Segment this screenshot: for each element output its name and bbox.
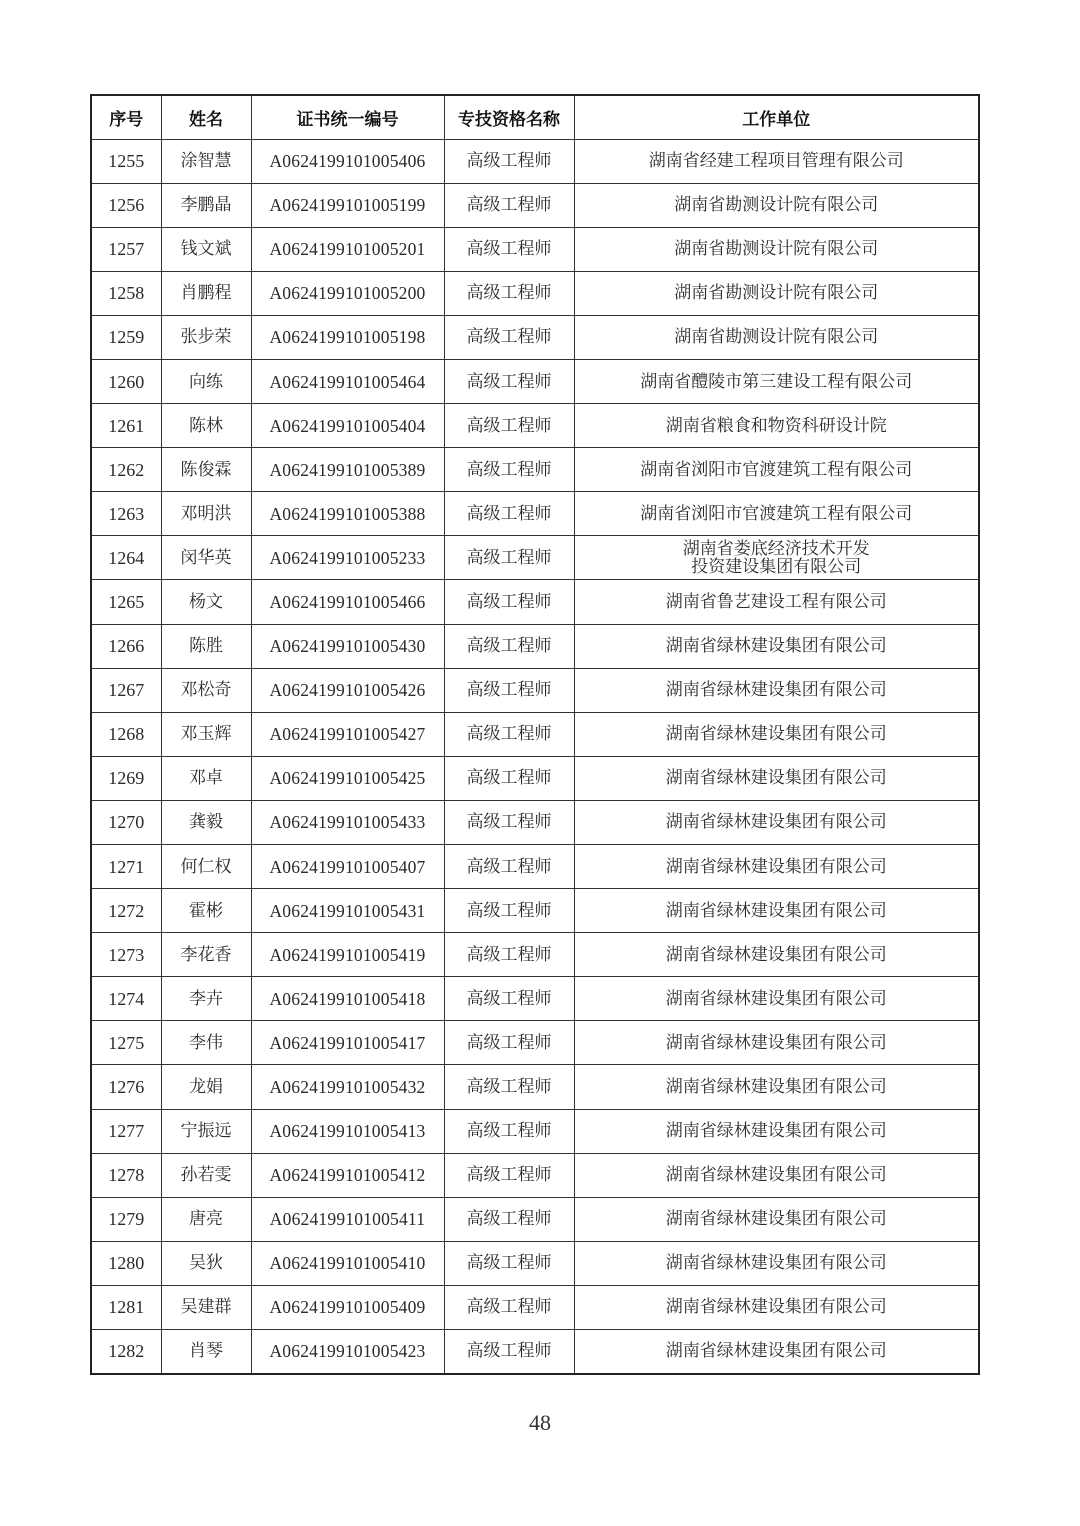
table-row — [91, 933, 979, 977]
cell-seq: 1281 — [91, 1285, 161, 1329]
cell-qual: 高级工程师 — [444, 404, 574, 448]
unit-line: 湖南省绿林建设集团有限公司 — [665, 1341, 887, 1362]
header-cert: 证书统一编号 — [251, 95, 444, 139]
table-row — [91, 977, 979, 1021]
cell-name: 邓玉辉 — [161, 712, 251, 756]
cell-unit — [574, 845, 979, 889]
cell-qual: 高级工程师 — [444, 712, 574, 756]
cell-name: 张步荣 — [161, 315, 251, 359]
table-row — [91, 1065, 979, 1109]
unit-line: 湖南省绿林建设集团有限公司 — [665, 1165, 887, 1186]
cell-qual: 高级工程师 — [444, 668, 574, 712]
cell-cert: A0624199101005427 — [251, 712, 444, 756]
table-row — [91, 889, 979, 933]
unit-line: 湖南省粮食和物资科研设计院 — [665, 415, 887, 436]
cell-qual: 高级工程师 — [444, 1330, 574, 1374]
table-row — [91, 845, 979, 889]
cell-unit — [574, 1109, 979, 1153]
cell-cert: A0624199101005407 — [251, 845, 444, 889]
table-row — [91, 1241, 979, 1285]
cell-cert: A0624199101005411 — [251, 1197, 444, 1241]
table-row — [91, 1153, 979, 1197]
cell-name: 李卉 — [161, 977, 251, 1021]
header-name: 姓名 — [161, 95, 251, 139]
cell-seq: 1280 — [91, 1241, 161, 1285]
cell-seq: 1276 — [91, 1065, 161, 1109]
cell-unit — [574, 933, 979, 977]
unit-line: 湖南省绿林建设集团有限公司 — [665, 680, 887, 701]
cell-qual: 高级工程师 — [444, 1021, 574, 1065]
cell-unit — [574, 448, 979, 492]
cell-cert: A0624199101005198 — [251, 315, 444, 359]
table-row — [91, 1285, 979, 1329]
cell-name: 钱文斌 — [161, 227, 251, 271]
unit-line: 湖南省绿林建设集团有限公司 — [665, 1032, 887, 1053]
cell-cert: A0624199101005388 — [251, 492, 444, 536]
table-row — [91, 1330, 979, 1374]
cell-name: 陈俊霖 — [161, 448, 251, 492]
cell-unit — [574, 271, 979, 315]
unit-line: 湖南省绿林建设集团有限公司 — [665, 1209, 887, 1230]
unit-line: 投资建设集团有限公司 — [691, 556, 862, 577]
cell-cert: A0624199101005464 — [251, 359, 444, 403]
cell-seq: 1270 — [91, 800, 161, 844]
cell-qual: 高级工程师 — [444, 933, 574, 977]
qualification-table — [90, 94, 980, 1375]
unit-line: 湖南省绿林建设集团有限公司 — [665, 944, 887, 965]
table-row — [91, 404, 979, 448]
cell-unit — [574, 1065, 979, 1109]
cell-qual: 高级工程师 — [444, 800, 574, 844]
unit-line: 湖南省绿林建设集团有限公司 — [665, 1077, 887, 1098]
unit-line: 湖南省浏阳市官渡建筑工程有限公司 — [640, 459, 913, 480]
cell-name: 杨文 — [161, 580, 251, 624]
table-row — [91, 448, 979, 492]
cell-seq: 1267 — [91, 668, 161, 712]
cell-seq: 1282 — [91, 1330, 161, 1374]
cell-cert: A0624199101005233 — [251, 536, 444, 580]
cell-qual: 高级工程师 — [444, 1241, 574, 1285]
cell-seq: 1262 — [91, 448, 161, 492]
cell-qual: 高级工程师 — [444, 889, 574, 933]
table-row — [91, 580, 979, 624]
cell-cert: A0624199101005433 — [251, 800, 444, 844]
cell-cert: A0624199101005410 — [251, 1241, 444, 1285]
cell-name: 肖鹏程 — [161, 271, 251, 315]
table-row — [91, 183, 979, 227]
page-number: 48 — [529, 1410, 551, 1435]
table-row — [91, 271, 979, 315]
cell-unit — [574, 1285, 979, 1329]
cell-unit — [574, 1153, 979, 1197]
cell-qual: 高级工程师 — [444, 271, 574, 315]
unit-line: 湖南省绿林建设集团有限公司 — [665, 988, 887, 1009]
header-seq: 序号 — [91, 95, 161, 139]
unit-line: 湖南省勘测设计院有限公司 — [674, 283, 879, 304]
cell-seq: 1265 — [91, 580, 161, 624]
cell-seq: 1275 — [91, 1021, 161, 1065]
cell-seq: 1260 — [91, 359, 161, 403]
unit-line: 湖南省经建工程项目管理有限公司 — [648, 151, 904, 172]
cell-seq: 1274 — [91, 977, 161, 1021]
cell-cert: A0624199101005199 — [251, 183, 444, 227]
cell-seq: 1278 — [91, 1153, 161, 1197]
cell-unit — [574, 712, 979, 756]
cell-qual: 高级工程师 — [444, 624, 574, 668]
cell-name: 龚毅 — [161, 800, 251, 844]
cell-name: 李鹏晶 — [161, 183, 251, 227]
cell-name: 霍彬 — [161, 889, 251, 933]
cell-unit — [574, 889, 979, 933]
table-row — [91, 800, 979, 844]
table-row — [91, 536, 979, 580]
cell-seq: 1259 — [91, 315, 161, 359]
table-row — [91, 1197, 979, 1241]
table-row — [91, 1109, 979, 1153]
cell-qual: 高级工程师 — [444, 448, 574, 492]
cell-name: 闵华英 — [161, 536, 251, 580]
cell-cert: A0624199101005412 — [251, 1153, 444, 1197]
cell-unit — [574, 624, 979, 668]
table-row — [91, 756, 979, 800]
cell-name: 吴狄 — [161, 1241, 251, 1285]
cell-qual: 高级工程师 — [444, 227, 574, 271]
unit-line: 湖南省勘测设计院有限公司 — [674, 239, 879, 260]
cell-cert: A0624199101005201 — [251, 227, 444, 271]
cell-qual: 高级工程师 — [444, 756, 574, 800]
cell-qual: 高级工程师 — [444, 183, 574, 227]
cell-seq: 1255 — [91, 139, 161, 183]
cell-qual: 高级工程师 — [444, 1153, 574, 1197]
table-row — [91, 139, 979, 183]
unit-line: 湖南省绿林建设集团有限公司 — [665, 812, 887, 833]
cell-qual: 高级工程师 — [444, 536, 574, 580]
cell-seq: 1264 — [91, 536, 161, 580]
cell-seq: 1279 — [91, 1197, 161, 1241]
header-qual: 专技资格名称 — [444, 95, 574, 139]
cell-name: 唐亮 — [161, 1197, 251, 1241]
cell-qual: 高级工程师 — [444, 492, 574, 536]
table-row — [91, 1021, 979, 1065]
cell-cert: A0624199101005419 — [251, 933, 444, 977]
cell-unit — [574, 139, 979, 183]
unit-line: 湖南省绿林建设集团有限公司 — [665, 724, 887, 745]
cell-qual: 高级工程师 — [444, 139, 574, 183]
cell-unit — [574, 1330, 979, 1374]
table-row — [91, 624, 979, 668]
table-header-row — [91, 95, 979, 139]
unit-line: 湖南省绿林建设集团有限公司 — [665, 636, 887, 657]
cell-cert: A0624199101005431 — [251, 889, 444, 933]
unit-line: 湖南省鲁艺建设工程有限公司 — [665, 591, 887, 612]
cell-name: 孙若雯 — [161, 1153, 251, 1197]
cell-seq: 1273 — [91, 933, 161, 977]
cell-unit — [574, 756, 979, 800]
cell-seq: 1257 — [91, 227, 161, 271]
cell-name: 宁振远 — [161, 1109, 251, 1153]
cell-seq: 1263 — [91, 492, 161, 536]
cell-name: 龙娟 — [161, 1065, 251, 1109]
header-unit: 工作单位 — [574, 95, 979, 139]
cell-unit — [574, 1241, 979, 1285]
cell-seq: 1266 — [91, 624, 161, 668]
cell-seq: 1271 — [91, 845, 161, 889]
unit-line: 湖南省绿林建设集团有限公司 — [665, 900, 887, 921]
cell-name: 陈林 — [161, 404, 251, 448]
cell-qual: 高级工程师 — [444, 977, 574, 1021]
cell-qual: 高级工程师 — [444, 359, 574, 403]
cell-seq: 1268 — [91, 712, 161, 756]
cell-qual: 高级工程师 — [444, 315, 574, 359]
cell-unit — [574, 315, 979, 359]
unit-line: 湖南省娄底经济技术开发 — [682, 538, 870, 559]
table-row — [91, 668, 979, 712]
cell-cert: A0624199101005200 — [251, 271, 444, 315]
cell-qual: 高级工程师 — [444, 1285, 574, 1329]
cell-cert: A0624199101005425 — [251, 756, 444, 800]
cell-seq: 1256 — [91, 183, 161, 227]
cell-unit — [574, 977, 979, 1021]
cell-cert: A0624199101005430 — [251, 624, 444, 668]
cell-cert: A0624199101005409 — [251, 1285, 444, 1329]
cell-cert: A0624199101005423 — [251, 1330, 444, 1374]
cell-cert: A0624199101005418 — [251, 977, 444, 1021]
cell-unit — [574, 183, 979, 227]
cell-unit — [574, 404, 979, 448]
cell-name: 向练 — [161, 359, 251, 403]
cell-unit — [574, 536, 979, 580]
cell-name: 李伟 — [161, 1021, 251, 1065]
cell-unit — [574, 1197, 979, 1241]
cell-qual: 高级工程师 — [444, 1197, 574, 1241]
cell-cert: A0624199101005389 — [251, 448, 444, 492]
cell-seq: 1272 — [91, 889, 161, 933]
cell-name: 邓明洪 — [161, 492, 251, 536]
cell-name: 邓松奇 — [161, 668, 251, 712]
cell-cert: A0624199101005417 — [251, 1021, 444, 1065]
cell-cert: A0624199101005406 — [251, 139, 444, 183]
cell-qual: 高级工程师 — [444, 1065, 574, 1109]
table-row — [91, 359, 979, 403]
cell-name: 肖琴 — [161, 1330, 251, 1374]
cell-seq: 1258 — [91, 271, 161, 315]
table-row — [91, 492, 979, 536]
cell-unit — [574, 580, 979, 624]
cell-unit — [574, 227, 979, 271]
unit-line: 湖南省绿林建设集团有限公司 — [665, 1253, 887, 1274]
cell-name: 涂智慧 — [161, 139, 251, 183]
cell-unit — [574, 800, 979, 844]
cell-cert: A0624199101005426 — [251, 668, 444, 712]
unit-line: 湖南省醴陵市第三建设工程有限公司 — [640, 371, 913, 392]
cell-name: 邓卓 — [161, 756, 251, 800]
cell-seq: 1269 — [91, 756, 161, 800]
table-row — [91, 315, 979, 359]
cell-qual: 高级工程师 — [444, 1109, 574, 1153]
unit-line: 湖南省勘测设计院有限公司 — [674, 195, 879, 216]
cell-cert: A0624199101005432 — [251, 1065, 444, 1109]
cell-name: 李花香 — [161, 933, 251, 977]
cell-cert: A0624199101005413 — [251, 1109, 444, 1153]
unit-line: 湖南省绿林建设集团有限公司 — [665, 768, 887, 789]
cell-cert: A0624199101005466 — [251, 580, 444, 624]
cell-qual: 高级工程师 — [444, 580, 574, 624]
table-body — [91, 139, 979, 1374]
cell-cert: A0624199101005404 — [251, 404, 444, 448]
cell-name: 陈胜 — [161, 624, 251, 668]
unit-line: 湖南省绿林建设集团有限公司 — [665, 1297, 887, 1318]
cell-unit — [574, 359, 979, 403]
unit-line: 湖南省绿林建设集团有限公司 — [665, 1121, 887, 1142]
cell-unit — [574, 1021, 979, 1065]
table-row — [91, 227, 979, 271]
unit-line: 湖南省勘测设计院有限公司 — [674, 327, 879, 348]
unit-line: 湖南省浏阳市官渡建筑工程有限公司 — [640, 503, 913, 524]
cell-name: 吴建群 — [161, 1285, 251, 1329]
cell-name: 何仁权 — [161, 845, 251, 889]
table-row — [91, 712, 979, 756]
cell-seq: 1261 — [91, 404, 161, 448]
cell-qual: 高级工程师 — [444, 845, 574, 889]
cell-unit — [574, 492, 979, 536]
cell-unit — [574, 668, 979, 712]
unit-line: 湖南省绿林建设集团有限公司 — [665, 856, 887, 877]
cell-seq: 1277 — [91, 1109, 161, 1153]
